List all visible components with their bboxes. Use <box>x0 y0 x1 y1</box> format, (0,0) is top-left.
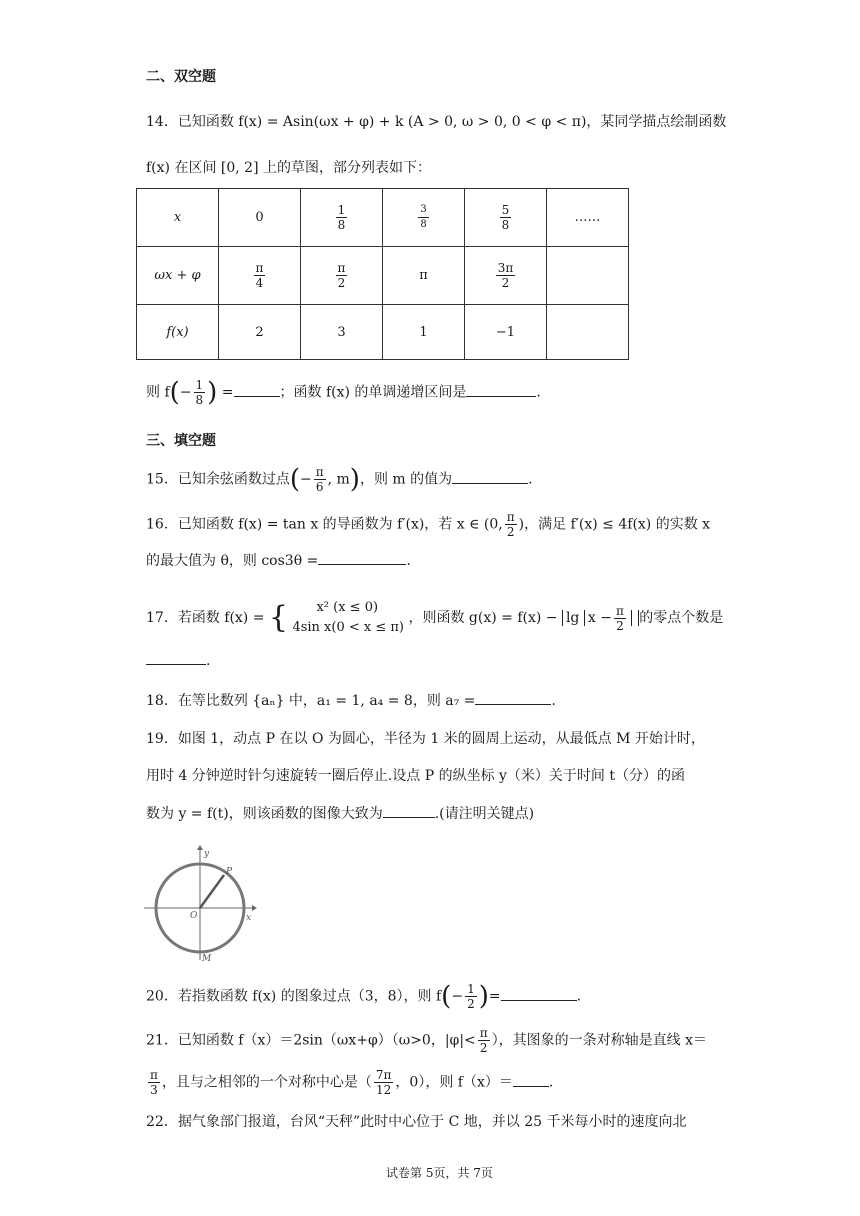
table-cell: 0 <box>219 189 301 247</box>
table-cell: $\frac{\pi}{2}$ <box>301 247 383 305</box>
q14-line1: 14．已知函数 f(x) = Asin(ωx + φ) + k (A > 0, ω > 0, 0 < φ < π)，某同学描点绘制函数 <box>146 114 727 130</box>
q21-line1: 21．已知函数 f（x）＝2sin（ωx+φ）（ω>0，|φ|< $\frac{\pi}{2}$ ），其图象的一条对称轴是直线 x＝ <box>146 1026 708 1055</box>
unit-circle-figure <box>140 842 260 962</box>
table-cell: −1 <box>465 305 547 360</box>
table-cell: 2 <box>219 305 301 360</box>
table-header-phase: ωx + φ <box>137 247 219 305</box>
origin-label: O <box>190 911 198 921</box>
q14-question: 则 f(− $\frac{1}{8}$ ) = ；函数 f(x) 的单调递增区间是 . <box>146 377 541 408</box>
answer-blank <box>475 690 551 705</box>
section-title-fill-blank: 三、填空题 <box>146 433 216 449</box>
answer-blank <box>452 469 528 484</box>
q17-answer-line: . <box>146 650 210 671</box>
q19-line3: 数为 y = f(t)，则该函数的图像大致为 .(请注明关键点) <box>146 803 534 824</box>
answer-blank <box>146 650 206 665</box>
table-header-f: f(x) <box>137 305 219 360</box>
table-cell <box>547 247 629 305</box>
q15: 15．已知余弦函数过点(− $\frac{\pi}{6}$ , m)，则 m 的值为 . <box>146 464 533 495</box>
table-cell: 3 <box>301 305 383 360</box>
q16-line2: 的最大值为 θ，则 cos3θ = . <box>146 550 411 571</box>
table-header-x: x <box>137 189 219 247</box>
answer-blank <box>383 803 435 818</box>
answer-blank <box>466 382 536 397</box>
page-footer: 试卷第 5页，共 7页 <box>386 1166 493 1180</box>
table-cell: $\frac{3}{8}$ <box>383 189 465 247</box>
point-m-label: M <box>202 954 212 962</box>
q16-line1: 16．已知函数 f(x) = tan x 的导函数为 f′(x)，若 x ∈ (0, $\frac{\pi}{2}$ )，满足 f′(x) ≤ 4f(x) 的实数 x <box>146 510 711 539</box>
q14-line2: f(x) 在区间 [0, 2] 上的草图，部分列表如下： <box>146 160 431 176</box>
table-cell: 1 <box>383 305 465 360</box>
q21-line2: $\frac{\pi}{3}$ ，且与之相邻的一个对称中心是（ $\frac{7\pi}{12}$ ，0），则 f（x）＝ . <box>150 1068 554 1097</box>
y-axis-label: y <box>204 849 210 859</box>
table-cell: $\frac{\pi}{4}$ <box>219 247 301 305</box>
q19-line1: 19．如图 1，动点 P 在以 O 为圆心，半径为 1 米的圆周上运动，从最低点 M 开始计时， <box>146 731 705 747</box>
point-p-label: P <box>226 867 233 877</box>
answer-blank <box>501 986 577 1001</box>
q18: 18．在等比数列 {aₙ} 中，a₁ = 1, a₄ = 8，则 a₇ = . <box>146 690 556 711</box>
answer-blank <box>318 550 406 565</box>
q22-line1: 22．据气象部门报道，台风“天秤”此时中心位于 C 地，并以 25 千米每小时的速度向北 <box>146 1114 687 1130</box>
q20: 20．若指数函数 f(x) 的图象过点（3，8），则 f(− $\frac{1}{2}$ )= . <box>146 981 582 1012</box>
table-cell <box>547 305 629 360</box>
section-title-double-blank: 二、双空题 <box>146 69 216 85</box>
q17: 17．若函数 f(x) = { x² (x ≤ 0) 4sin x(0 < x ≤ π) ，则函数 g(x) = f(x) − lg x − $\frac{\pi}{2}$ 的零点个数是 <box>146 600 724 635</box>
radius-op <box>200 875 224 908</box>
table-cell: $\frac{1}{8}$ <box>301 189 383 247</box>
answer-blank <box>234 382 280 397</box>
table-cell: $\frac{3\pi}{2}$ <box>465 247 547 305</box>
q14-value-table <box>136 188 629 360</box>
x-axis-label: x <box>246 913 252 923</box>
table-cell: $\frac{5}{8}$ <box>465 189 547 247</box>
y-axis-arrow-icon <box>197 845 203 850</box>
answer-blank <box>513 1072 549 1087</box>
table-cell: π <box>383 247 465 305</box>
x-axis-arrow-icon <box>252 905 257 911</box>
table-cell: …… <box>547 189 629 247</box>
q19-line2: 用时 4 分钟逆时针匀速旋转一圈后停止.设点 P 的纵坐标 y（米）关于时间 t（分）的函 <box>146 768 686 784</box>
